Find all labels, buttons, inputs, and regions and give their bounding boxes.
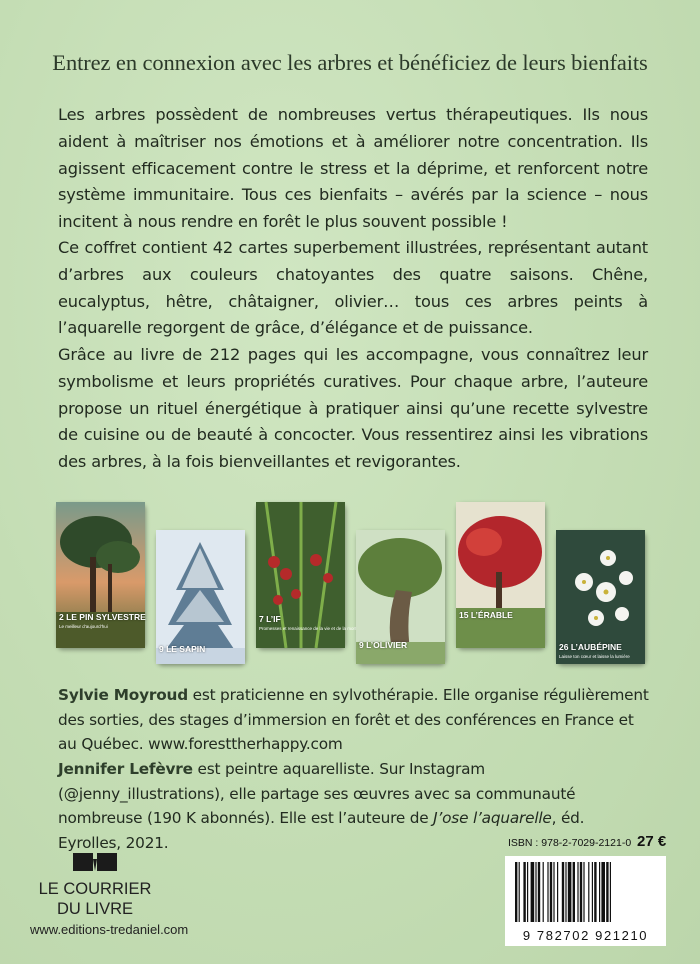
card-label: 7 L’IF bbox=[259, 614, 281, 624]
barcode-bar bbox=[594, 862, 596, 922]
barcode-bar bbox=[568, 862, 572, 922]
barcode-bar bbox=[606, 862, 608, 922]
barcode-bar bbox=[610, 862, 611, 922]
barcode-bar bbox=[527, 862, 528, 922]
card-sapin bbox=[156, 530, 245, 664]
card-label: 9 L’OLIVIER bbox=[359, 640, 408, 650]
barcode-bars bbox=[505, 862, 666, 934]
card-caption: Promesses et renaissance de la vie et de la mort bbox=[259, 626, 357, 631]
barcode-bar bbox=[550, 862, 552, 922]
publisher-website[interactable]: www.editions-tredaniel.com bbox=[30, 922, 189, 937]
barcode-digits: 9 782702 921210 bbox=[522, 928, 649, 943]
barcode-bar bbox=[557, 862, 558, 922]
author-bio-tail: , éd. Eyrolles, 2021. bbox=[58, 809, 585, 852]
barcode-bar bbox=[592, 862, 593, 922]
card-pin-sylvestre bbox=[56, 502, 145, 648]
barcode-bar bbox=[553, 862, 554, 922]
barcode-bar bbox=[547, 862, 548, 922]
isbn: ISBN : 978-2-7029-2121-0 bbox=[508, 837, 632, 849]
author-bio-text: est peintre aquarelliste. Sur Instagram (@jenny_illustrations), elle partage ses œuvres avec sa communauté nombreuse (190 K abonnés). Elle est l’auteure de bbox=[58, 760, 576, 827]
barcode-bar bbox=[577, 862, 578, 922]
intro-paragraph: Les arbres possèdent de nombreuses vertus thérapeutiques. Ils nous aident à maîtriser nos émotions et à améliorer notre concentration. Ils agissent efficacement contre le stress et la déprime, et renforcent notre système immunitaire. Tous ces bienfaits – avérés par la science – nous incitent à nous rendre en forêt le plus souvent possible ! bbox=[58, 105, 648, 232]
barcode-bar bbox=[588, 862, 589, 922]
barcode-bar bbox=[519, 862, 520, 922]
barcode-bar bbox=[599, 862, 600, 922]
headline: Entrez en connexion avec les arbres et bénéficiez de leurs bienfaits bbox=[52, 50, 648, 75]
barcode-bar bbox=[538, 862, 540, 922]
card-label: 2 LE PIN SYLVESTRE bbox=[59, 612, 146, 622]
card-if bbox=[256, 502, 357, 648]
card-olivier bbox=[356, 530, 445, 664]
barcode-bar bbox=[583, 862, 584, 922]
author-bio-1 bbox=[58, 683, 650, 757]
barcode-bar bbox=[573, 862, 575, 922]
publisher-name: LE COURRIER DU LIVRE bbox=[38, 880, 152, 918]
card-label: 9 LE SAPIN bbox=[159, 644, 206, 654]
barcode-bar bbox=[523, 862, 525, 922]
author-bio-text: est praticienne en sylvothérapie. Elle organise régulièrement des sorties, des stages d’immersion en forêt et des conférences en France et au Québec. www.foresttherhappy.com bbox=[58, 686, 649, 753]
cards-paragraph: Ce coffret contient 42 cartes superbement illustrées, représentant autant d’arbres aux couleurs chatoyantes des quatre saisons. Chêne, eucalyptus, hêtre, châtaigner, olivier… tous ces arbres peints à l’aquarelle regorgent de grâce, d’élégance et de puissance. bbox=[58, 238, 648, 338]
price: 27 € bbox=[637, 833, 667, 850]
barcode-bar bbox=[535, 862, 536, 922]
card-caption: Laisse ton cœur et laisse la lumière bbox=[559, 654, 630, 659]
author-name: Jennifer Lefèvre bbox=[58, 760, 193, 778]
barcode-bar bbox=[601, 862, 605, 922]
barcode-bar bbox=[562, 862, 564, 922]
barcode bbox=[505, 856, 666, 946]
barcode-bar bbox=[580, 862, 582, 922]
book-paragraph: Grâce au livre de 212 pages qui les accompagne, vous connaîtrez leur symbolisme et leurs propriétés curatives. Pour chaque arbre, l’auteure propose un rituel énergétique à pratiquer ainsi qu’une recette sylvestre de cuisine ou de beauté à concocter. Vous ressentirez ainsi les vibrations des arbres, à la fois bienveillantes et revigorantes. bbox=[58, 345, 648, 472]
card-label: 15 L’ÉRABLE bbox=[459, 610, 513, 620]
card-erable-illustration bbox=[456, 502, 545, 648]
card-aubepine bbox=[556, 530, 645, 664]
barcode-bar bbox=[543, 862, 544, 922]
book-logo-icon bbox=[72, 851, 118, 873]
card-caption: Le meilleur d’aujourd’hui bbox=[59, 624, 108, 629]
card-label: 26 L’AUBÉPINE bbox=[559, 642, 622, 652]
author-name: Sylvie Moyroud bbox=[58, 686, 188, 704]
barcode-bar bbox=[515, 862, 517, 922]
barcode-bar bbox=[565, 862, 566, 922]
book-title: J’ose l’aquarelle bbox=[433, 809, 552, 827]
barcode-bar bbox=[531, 862, 535, 922]
card-erable bbox=[456, 502, 545, 648]
